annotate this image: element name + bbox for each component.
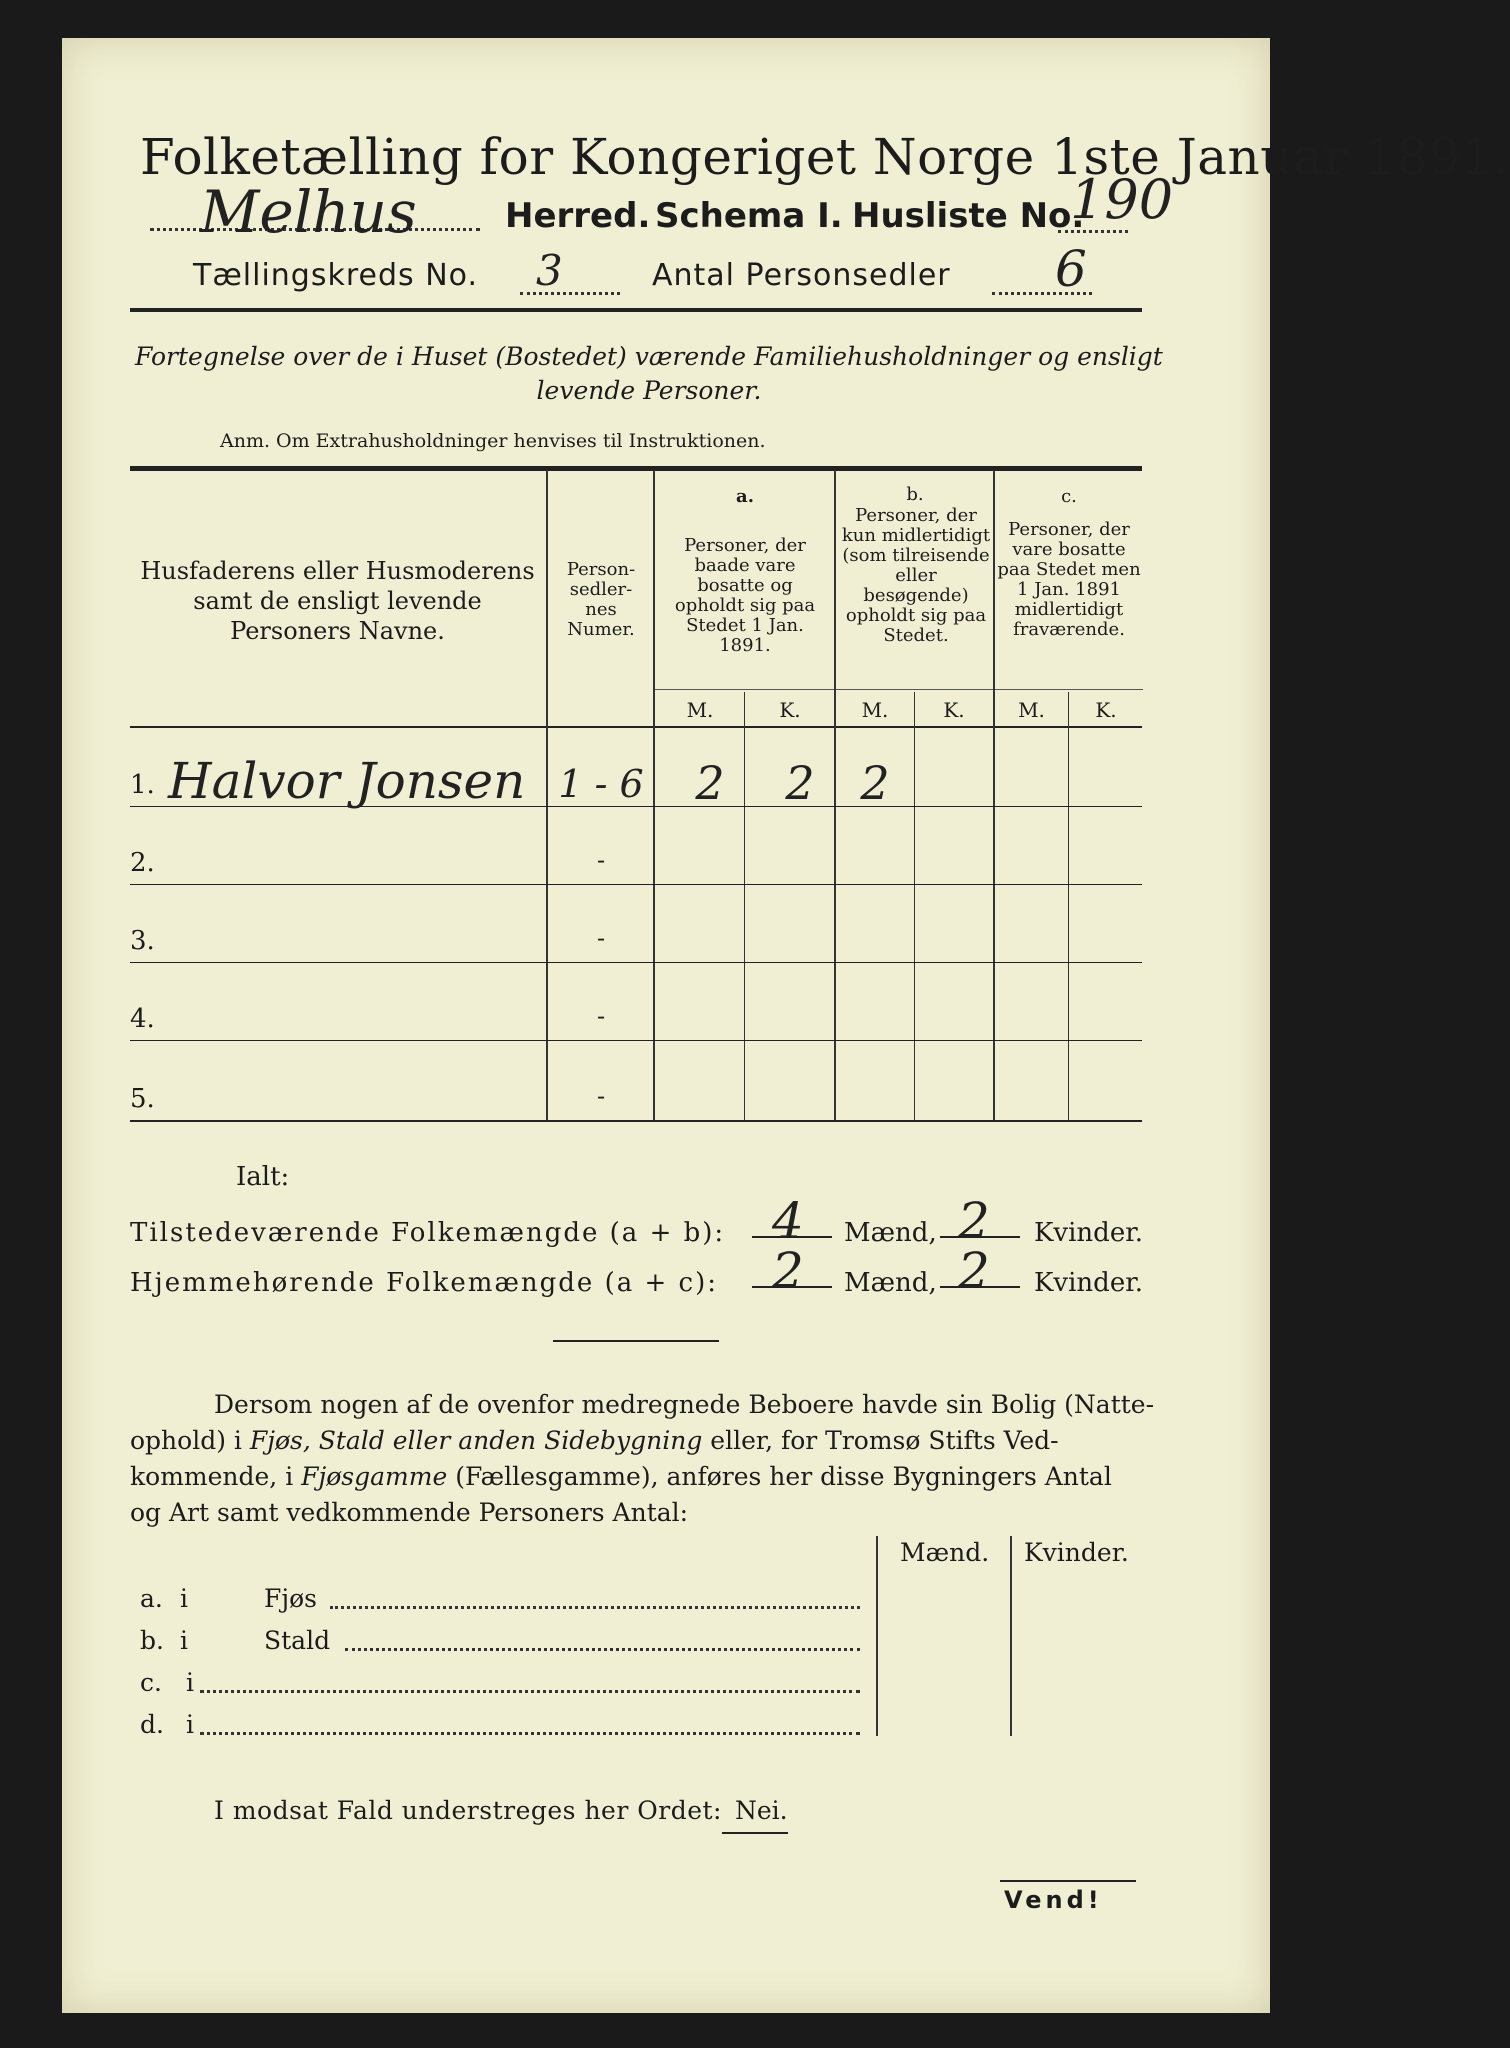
col-c-letter: c. — [1061, 486, 1077, 507]
building-a-label: Fjøs — [264, 1584, 317, 1613]
header-divider — [130, 308, 1142, 312]
row-1-num: 1 - 6 — [558, 762, 644, 806]
hjemme-kvinder: Kvinder. — [1034, 1268, 1144, 1298]
nei-word: Nei. — [735, 1796, 788, 1825]
row-rule-4 — [130, 1040, 1142, 1041]
ialt-label: Ialt: — [236, 1162, 290, 1192]
c-k-header: K. — [1095, 698, 1117, 722]
col-a-letter: a. — [736, 486, 754, 507]
antal-value: 6 — [1055, 240, 1087, 298]
building-b-i: i — [180, 1626, 188, 1655]
a-m-header: M. — [686, 698, 714, 722]
col-line-cm — [1068, 692, 1069, 1122]
row-2-number: 2. — [130, 848, 155, 878]
buildings-col-line-1 — [876, 1536, 878, 1736]
col-b-letter: b. — [906, 484, 924, 505]
row-rule-5 — [130, 1120, 1142, 1122]
mk-subrule — [655, 689, 1143, 690]
herred-value: Melhus — [200, 178, 417, 246]
row-2-num: - — [596, 846, 606, 874]
building-c-dots — [200, 1690, 860, 1693]
vend-rule — [1000, 1880, 1136, 1882]
row-1-number: 1. — [130, 770, 155, 800]
anm-note: Anm. Om Extrahusholdninger henvises til Instruktionen. — [220, 430, 766, 452]
tilstede-kvinder: Kvinder. — [1034, 1218, 1144, 1248]
kreds-value: 3 — [536, 246, 563, 295]
row-5-number: 5. — [130, 1084, 155, 1114]
building-d-dots — [200, 1732, 860, 1735]
nei-underline — [722, 1832, 788, 1834]
row-4-number: 4. — [130, 1004, 155, 1034]
buildings-para-4: og Art samt vedkommende Personers Antal: — [130, 1498, 689, 1527]
b-m-header: M. — [861, 698, 889, 722]
building-d-letter: d. — [140, 1710, 164, 1739]
row-3-num: - — [596, 924, 606, 952]
tilstede-label: Tilstedeværende Folkemængde (a + b): — [130, 1218, 726, 1248]
building-a-dots — [330, 1606, 860, 1609]
buildings-para-1: Dersom nogen af de ovenfor medregnede Beboere havde sin Bolig (Natte- — [214, 1390, 1155, 1419]
building-a-letter: a. — [140, 1584, 163, 1613]
col-header-a: Personer, der baade vare bosatte og opholdt sig paa Stedet 1 Jan. 1891. — [674, 535, 816, 656]
col-header-name: Husfaderens eller Husmoderens samt de ensligt levende Personers Navne. — [140, 557, 535, 645]
nei-text: I modsat Fald understreges her Ordet: — [214, 1796, 722, 1825]
hjemme-m-value: 2 — [772, 1242, 804, 1300]
row-1-a-m: 2 — [695, 756, 725, 810]
vend-label: Vend! — [1004, 1886, 1103, 1914]
building-a-i: i — [180, 1584, 188, 1613]
building-b-dots — [345, 1648, 860, 1651]
row-rule-2 — [130, 884, 1142, 885]
tilstede-m-value: 4 — [772, 1192, 804, 1250]
col-header-b: Personer, der kun midlertidigt (som tilreisende eller besøgende) opholdt sig paa Stedet. — [841, 505, 991, 646]
hjemme-label: Hjemmehørende Folkemængde (a + c): — [130, 1268, 718, 1298]
kreds-label: Tællingskreds No. — [193, 258, 478, 293]
b-k-header: K. — [943, 698, 965, 722]
herred-label: Herred. — [505, 196, 651, 236]
col-header-c: Personer, der vare bosatte paa Stedet men 1 Jan. 1891 midlertidigt fraværende. — [997, 519, 1141, 640]
building-c-letter: c. — [140, 1668, 162, 1697]
hjemme-k-value: 2 — [958, 1242, 990, 1300]
row-rule-3 — [130, 962, 1142, 963]
schema-label: Schema I. — [655, 196, 843, 236]
buildings-kvinder-header: Kvinder. — [1024, 1538, 1129, 1567]
form-title: Folketælling for Kongeriget Norge 1ste Januar 1891. — [140, 128, 1510, 186]
hjemme-maend: Mænd, — [844, 1268, 937, 1298]
buildings-maend-header: Mænd. — [900, 1538, 990, 1567]
buildings-para-3: kommende, i Fjøsgamme (Fællesgamme), anføres her disse Bygningers Antal — [130, 1462, 1112, 1491]
building-b-label: Stald — [264, 1626, 331, 1655]
tilstede-maend: Mænd, — [844, 1218, 937, 1248]
table-top-rule — [130, 466, 1142, 471]
buildings-col-line-2 — [1010, 1536, 1012, 1736]
tilstede-k-value: 2 — [958, 1192, 990, 1250]
census-form-page — [62, 38, 1270, 2013]
col-line-bm — [914, 692, 915, 1122]
col-header-num: Person-sedler-nes Numer. — [566, 559, 636, 640]
row-4-num: - — [596, 1002, 606, 1030]
buildings-para-2: ophold) i Fjøs, Stald eller anden Sidebygning eller, for Tromsø Stifts Ved- — [130, 1426, 1059, 1455]
totals-divider — [553, 1340, 719, 1342]
building-b-letter: b. — [140, 1626, 164, 1655]
husliste-label: Husliste No. — [852, 196, 1085, 236]
row-3-number: 3. — [130, 926, 155, 956]
antal-label: Antal Personsedler — [652, 258, 951, 293]
building-c-i: i — [186, 1668, 194, 1697]
intro-line-1: Fortegnelse over de i Huset (Bostedet) værende Familiehusholdninger og ensligt — [135, 342, 1163, 371]
row-1-name: Halvor Jonsen — [168, 752, 526, 810]
intro-line-2: levende Personer. — [536, 376, 762, 405]
row-1-a-k: 2 — [785, 756, 815, 810]
kreds-field-line — [520, 292, 620, 295]
husliste-value: 190 — [1070, 168, 1174, 231]
a-k-header: K. — [779, 698, 801, 722]
row-5-num: - — [596, 1082, 606, 1110]
row-1-b-m: 2 — [860, 756, 890, 810]
c-m-header: M. — [1018, 698, 1045, 722]
table-head-rule — [130, 726, 1142, 728]
col-line-1 — [546, 470, 548, 1122]
building-d-i: i — [186, 1710, 194, 1739]
